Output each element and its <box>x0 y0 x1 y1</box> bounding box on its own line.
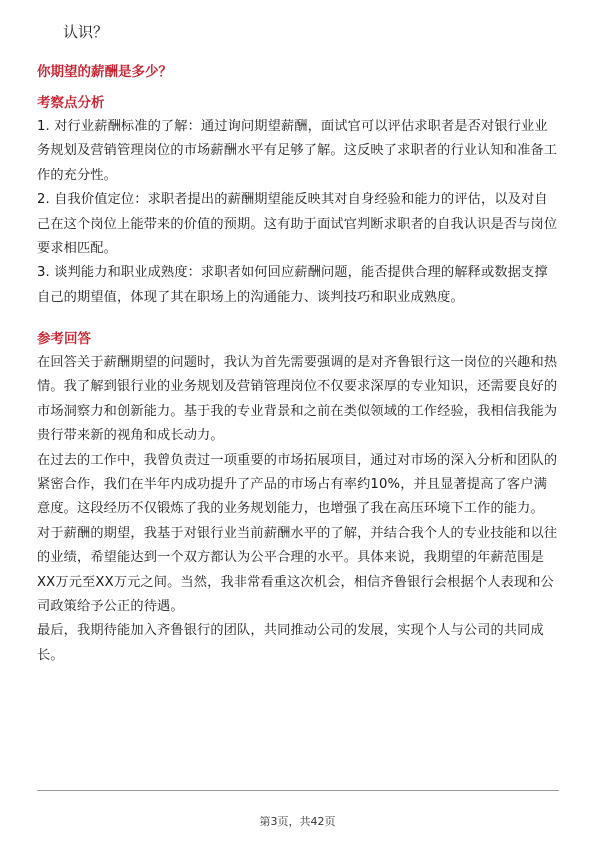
analysis-point: 1. 对行业薪酬标准的了解：通过询问期望薪酬，面试官可以评估求职者是否对银行业业务规划及营销管理岗位的市场薪酬水平有足够了解。这反映了求职者的行业认知和准备工作的充分性。 <box>37 119 558 183</box>
intro-fragment: 认识？ <box>63 23 109 41</box>
footer-divider <box>37 790 559 791</box>
analysis-point: 2. 自我价值定位：求职者提出的薪酬期望能反映其对自身经验和能力的评估，以及对自己在这个岗位上能带来的价值的预期。这有助于面试官判断求职者的自我认识是否与岗位要求相匹配。 <box>37 192 558 257</box>
analysis-section <box>37 115 559 310</box>
page-number: 第3页，共42页 <box>259 815 336 828</box>
answer-paragraph: 在回答关于薪酬期望的问题时，我认为首先需要强调的是对齐鲁银行这一岗位的兴趣和热情。我了解到银行业的业务规划及营销管理岗位不仅要求深厚的专业知识，还需要良好的市场洞察力和创新能力。基于我的专业背景和之前在类似领域的工作经验，我相信我能为贵行带来新的视角和成长动力。 <box>37 355 558 444</box>
answer-paragraph: 最后，我期待能加入齐鲁银行的团队，共同推动公司的发展，实现个人与公司的共同成长。 <box>37 623 544 663</box>
answer-heading: 参考回答 <box>37 331 91 347</box>
analysis-point: 3. 谈判能力和职业成熟度：求职者如何回应薪酬问题，能否提供合理的解释或数据支撑自己的期望值，体现了其在职场上的沟通能力、谈判技巧和职业成熟度。 <box>37 265 548 305</box>
answer-paragraph: 在过去的工作中，我曾负责过一项重要的市场拓展项目，通过对市场的深入分析和团队的紧密合作，我们在半年内成功提升了产品的市场占有率约10%，并且显著提高了客户满意度。这段经历不仅锻炼了我的业务规划能力，也增强了我在高压环境下工作的能力。 <box>37 452 558 517</box>
question-title: 你期望的薪酬是多少？ <box>37 64 172 80</box>
answer-paragraph: 对于薪酬的期望，我基于对银行业当前薪酬水平的了解，并结合我个人的专业技能和以往的业绩，希望能达到一个双方都认为公平合理的水平。具体来说，我期望的年薪范围是XX万元至XX万元之间。当然，我非常看重这次机会，相信齐鲁银行会根据个人表现和公司政策给予公正的待遇。 <box>37 525 558 615</box>
answer-section <box>37 351 559 668</box>
analysis-heading: 考察点分析 <box>37 95 105 111</box>
